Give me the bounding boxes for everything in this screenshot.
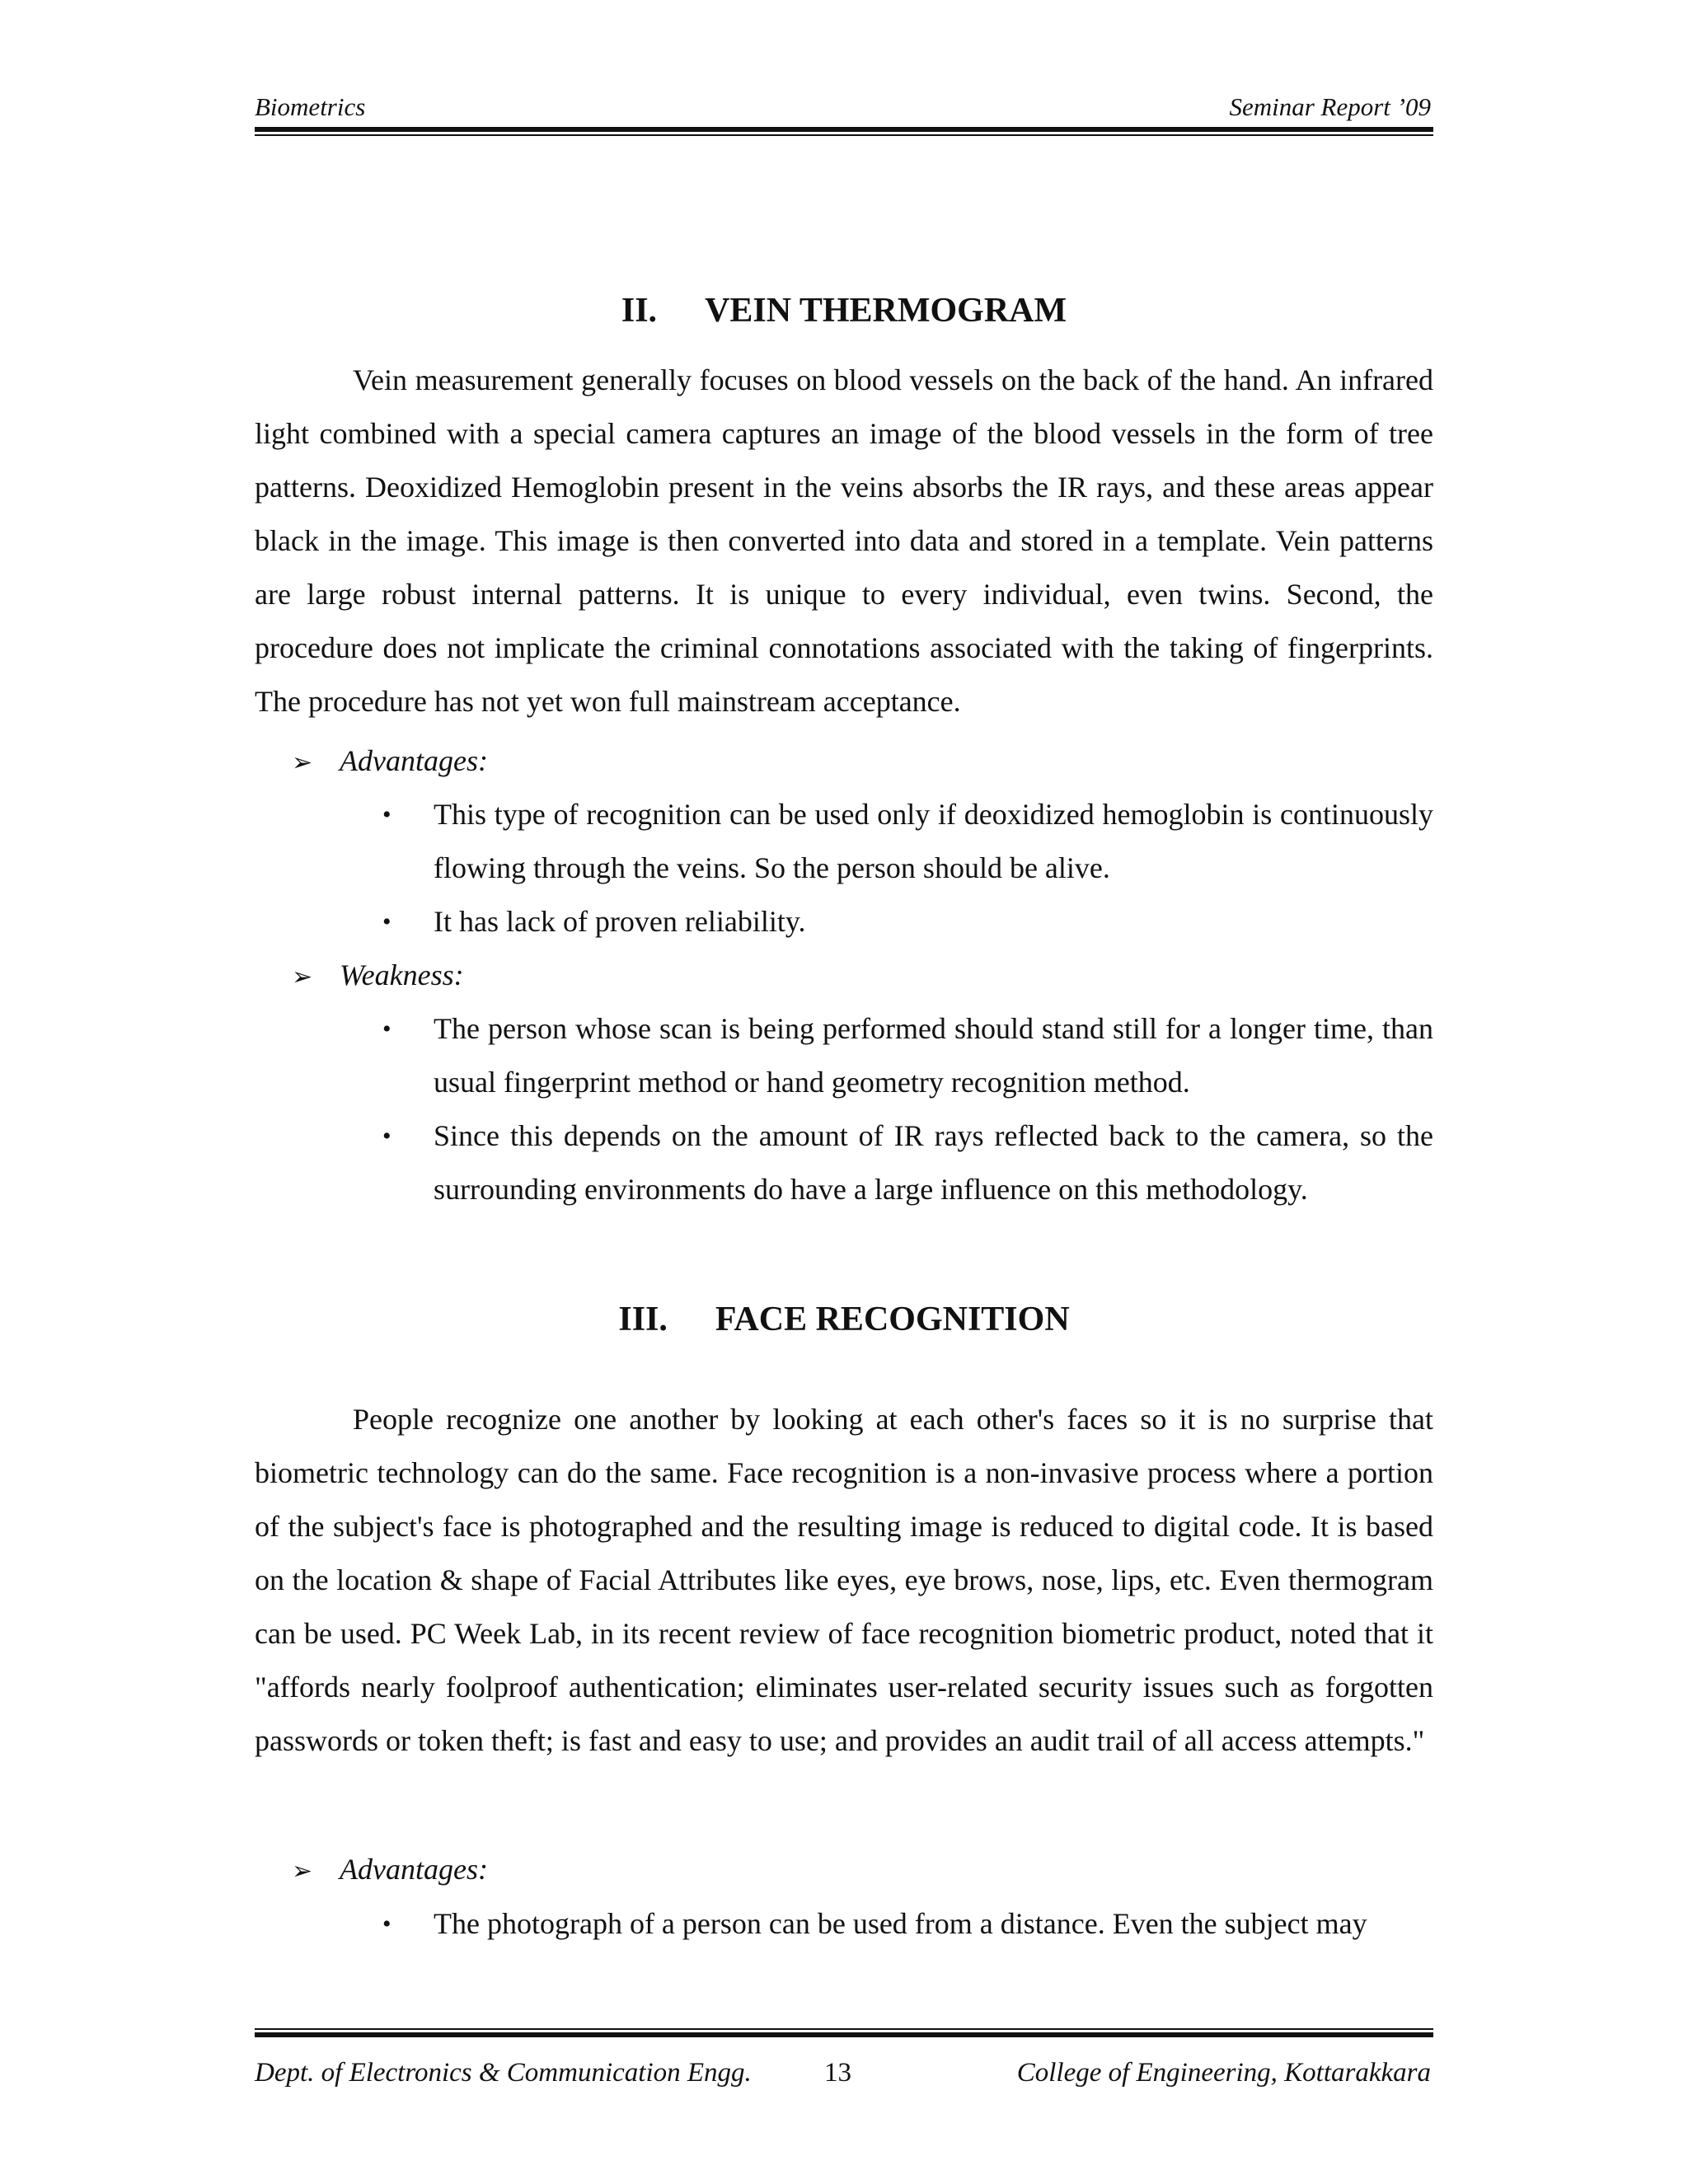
face-recognition-paragraph: People recognize one another by looking at each other's faces so it is no surprise that biometric technology can do the same. Face recognition is a non-invasive process where a portion of the subject's face is photographed and the resulting image is reduced to digital code. It is based on the location & shape of Facial Attributes like eyes, eye brows, nose, lips, etc. Even thermogram can be used. PC Week Lab, in its recent review of face recognition biometric product, noted that it "affords nearly foolproof authentication; eliminates user-related security issues such as forgotten passwords or token theft; is fast and easy to use; and provides an audit trail of all access attempts." [255, 1403, 1433, 1757]
list-item: • It has lack of proven reliability. [378, 895, 1433, 949]
bullet-icon: • [382, 1122, 392, 1150]
page-number: 13 [824, 2058, 851, 2088]
section-title: FACE RECOGNITION [715, 1301, 1070, 1338]
list-item: • This type of recognition can be used only if deoxidized hemoglobin is continuously flowing through the veins. So the person should be alive. [378, 788, 1433, 895]
footer-rule-thin [255, 2028, 1433, 2030]
section-number: III. [618, 1301, 668, 1338]
weakness-label: ➢ Weakness: [292, 949, 464, 1004]
footer-department: Dept. of Electronics & Communication Engg. [255, 2058, 752, 2088]
list-item: • The person whose scan is being performed should stand still for a longer time, than usual fingerprint method or hand geometry recognition method. [378, 1002, 1433, 1109]
bullet-icon: • [382, 1910, 392, 1938]
arrow-bullet-icon: ➢ [292, 963, 313, 991]
advantages-list [378, 788, 1433, 949]
face-advantages-list [378, 1897, 1433, 1951]
arrow-bullet-icon: ➢ [292, 1858, 313, 1885]
bullet-icon: • [382, 1015, 392, 1043]
list-item: • The photograph of a person can be used from a distance. Even the subject may [378, 1897, 1433, 1951]
section-title: VEIN THERMOGRAM [705, 292, 1067, 330]
arrow-bullet-icon: ➢ [292, 749, 313, 776]
header-rule-thin [255, 134, 1433, 136]
advantages-label: ➢ Advantages: [292, 734, 488, 790]
bullet-icon: • [382, 801, 392, 828]
section-heading-face-recognition [255, 1299, 1433, 1340]
header-report-label: Seminar Report ’09 [1229, 92, 1431, 121]
weakness-list [378, 1002, 1433, 1216]
vein-thermogram-paragraph: Vein measurement generally focuses on blood vessels on the back of the hand. An infrared light combined with a special camera captures an image of the blood vessels in the form of tree patterns. Deoxidized Hemoglobin present in the veins absorbs the IR rays, and these areas appear black in the image. This image is then converted into data and stored in a template. Vein patterns are large robust internal patterns. It is unique to every individual, even twins. Second, the procedure does not implicate the criminal connotations associated with the taking of fingerprints. The procedure has not yet won full mainstream acceptance. [255, 363, 1433, 718]
header-title: Biometrics [255, 92, 366, 121]
footer-college: College of Engineering, Kottarakkara [1016, 2058, 1431, 2088]
list-item: • Since this depends on the amount of IR rays reflected back to the camera, so the surrounding environments do have a large influence on this methodology. [378, 1109, 1433, 1216]
section-number: II. [621, 292, 658, 330]
header-rule-thick [255, 127, 1433, 132]
advantages-label: ➢ Advantages: [292, 1843, 488, 1898]
footer-rule-thick [255, 2032, 1433, 2037]
bullet-icon: • [382, 908, 392, 935]
section-heading-vein-thermogram [255, 290, 1433, 331]
